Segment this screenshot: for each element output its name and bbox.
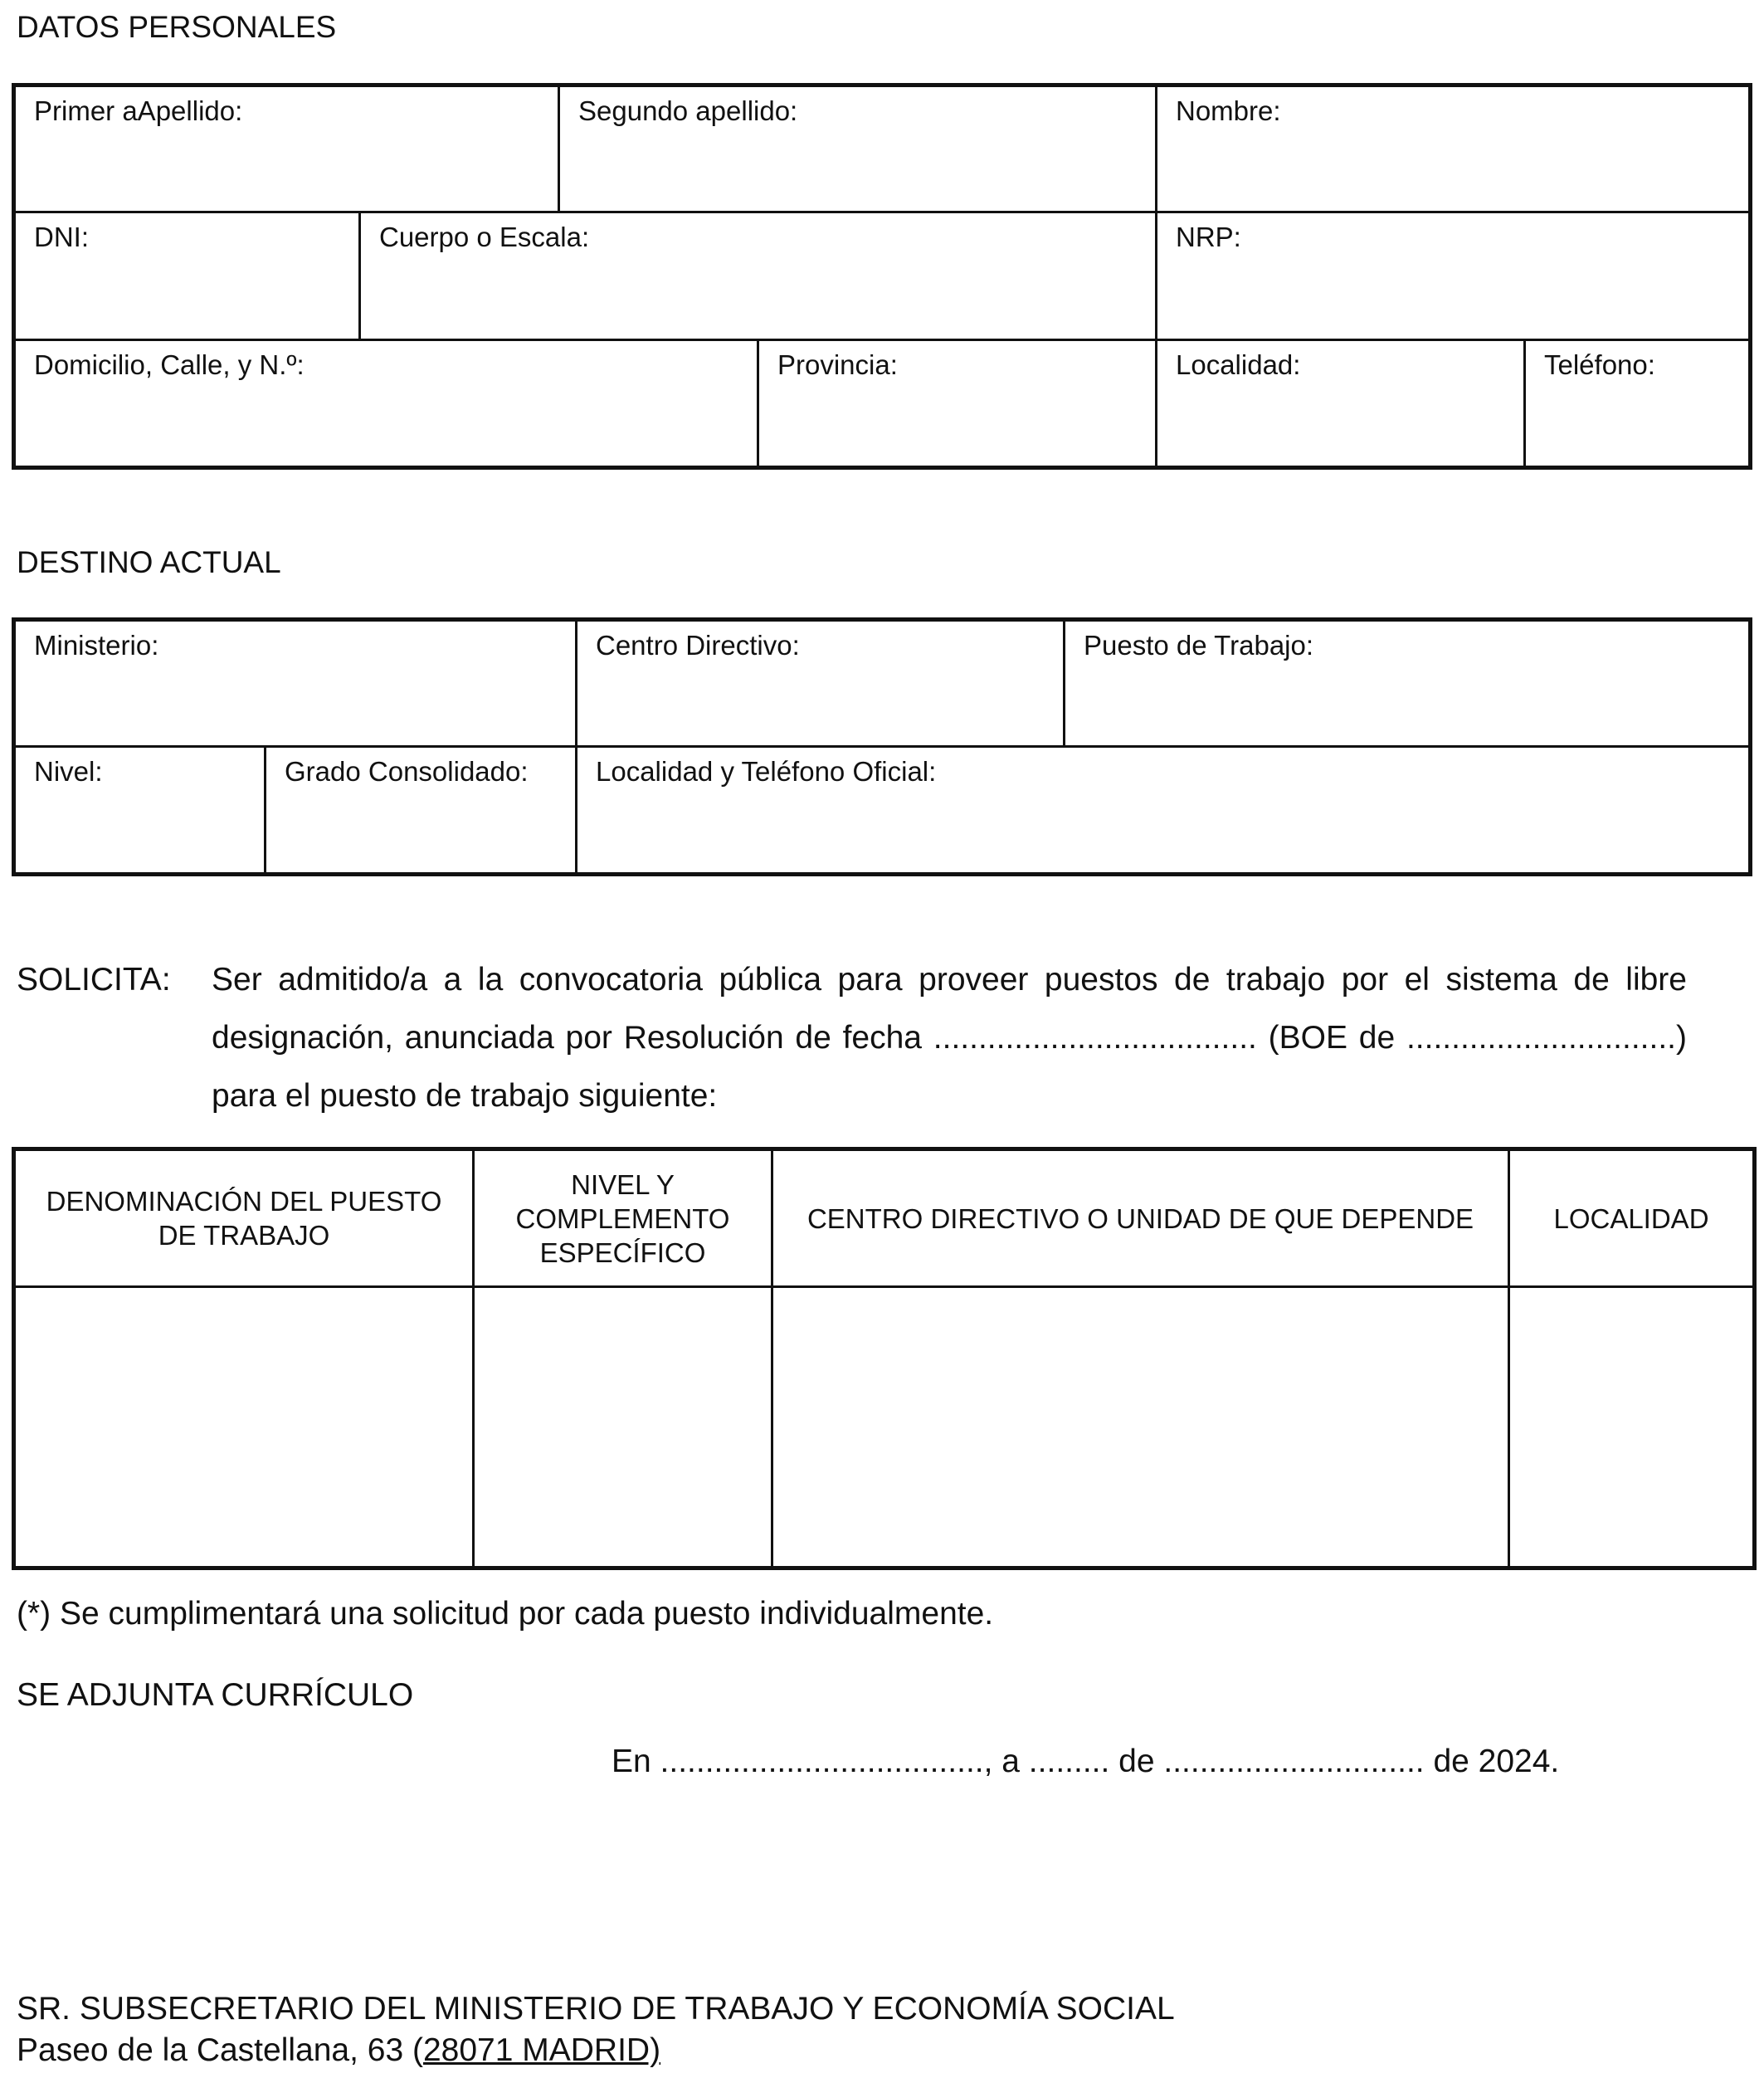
localidad-cell [1157,341,1526,466]
nrp-field[interactable] [1176,263,1740,313]
cell-nivel-complemento[interactable] [475,1288,773,1566]
domicilio-label: Domicilio, Calle, y N.º: [34,349,305,380]
grado-consolidado-label: Grado Consolidado: [285,756,529,787]
telefono-field[interactable] [1544,391,1740,441]
nivel-cell [16,748,266,872]
grado-consolidado-field[interactable] [285,798,567,847]
cell-centro-directivo[interactable] [773,1288,1510,1566]
primer-apellido-field[interactable] [34,137,549,187]
puesto-table [12,1147,1757,1570]
dni-label: DNI: [34,222,89,252]
datos-personales-title: DATOS PERSONALES [17,10,337,44]
localidad-telefono-oficial-cell [577,748,1748,872]
puesto-trabajo-field[interactable] [1084,671,1740,721]
footnote: (*) Se cumplimentará una solicitud por cada puesto individualmente. [17,1596,994,1632]
addressee-street: Paseo de la Castellana, 63 ( [17,2032,423,2068]
nivel-label: Nivel: [34,756,103,787]
provincia-cell [759,341,1157,466]
ministerio-label: Ministerio: [34,630,159,661]
header-localidad: LOCALIDAD [1510,1151,1752,1288]
primer-apellido-label: Primer aApellido: [34,95,243,126]
cell-localidad[interactable] [1510,1288,1752,1566]
segundo-apellido-label: Segundo apellido: [578,95,798,126]
domicilio-cell [16,341,759,466]
cuerpo-escala-cell [361,213,1157,341]
addressee-line-2 [17,2033,660,2069]
puesto-trabajo-label: Puesto de Trabajo: [1084,630,1314,661]
nombre-field[interactable] [1176,137,1740,187]
localidad-telefono-oficial-field[interactable] [596,798,1740,847]
provincia-field[interactable] [777,391,1147,441]
dni-field[interactable] [34,263,350,313]
fecha-line: En ...................................., a ......... de ............................. de 2024. [612,1744,1560,1779]
nrp-label: NRP: [1176,222,1241,252]
provincia-label: Provincia: [777,349,898,380]
puesto-trabajo-cell [1065,622,1748,748]
ministerio-cell [16,622,577,748]
telefono-label: Teléfono: [1544,349,1655,380]
domicilio-field[interactable] [34,391,748,441]
localidad-telefono-oficial-label: Localidad y Teléfono Oficial: [596,756,937,787]
header-denominacion: DENOMINACIÓN DEL PUESTO DE TRABAJO [16,1151,475,1288]
nombre-cell [1157,87,1748,213]
nombre-label: Nombre: [1176,95,1281,126]
destino-actual-box [12,617,1752,876]
solicita-label: SOLICITA: [17,962,171,998]
addressee-postal-city: 28071 MADRID) [422,2032,661,2068]
nrp-cell [1157,213,1748,341]
destino-actual-title: DESTINO ACTUAL [17,545,281,579]
addressee-line-1: SR. SUBSECRETARIO DEL MINISTERIO DE TRABAJO Y ECONOMÍA SOCIAL [17,1991,1175,2027]
telefono-cell [1526,341,1748,466]
dni-cell [16,213,361,341]
centro-directivo-field[interactable] [596,671,1055,721]
segundo-apellido-field[interactable] [578,137,1147,187]
datos-personales-box [12,83,1752,470]
header-nivel-complemento: NIVEL Y COMPLEMENTO ESPECÍFICO [475,1151,773,1288]
cuerpo-escala-field[interactable] [379,263,1147,313]
solicita-text: Ser admitido/a a la convocatoria pública para proveer puestos de trabajo por el sistema de libre designación, anunciada por Resolución de fecha .................................... (BOE de ..............................) para el puesto de trabajo siguiente: [212,962,1687,1114]
localidad-label: Localidad: [1176,349,1301,380]
adjunta-curriculo: SE ADJUNTA CURRÍCULO [17,1677,414,1713]
centro-directivo-cell [577,622,1065,748]
cuerpo-escala-label: Cuerpo o Escala: [379,222,590,252]
header-centro-directivo: CENTRO DIRECTIVO O UNIDAD DE QUE DEPENDE [773,1151,1510,1288]
segundo-apellido-cell [560,87,1157,213]
grado-consolidado-cell [266,748,577,872]
centro-directivo-label: Centro Directivo: [596,630,800,661]
ministerio-field[interactable] [34,671,567,721]
nivel-field[interactable] [34,798,256,847]
primer-apellido-cell [16,87,560,213]
cell-denominacion[interactable] [16,1288,475,1566]
localidad-field[interactable] [1176,391,1515,441]
